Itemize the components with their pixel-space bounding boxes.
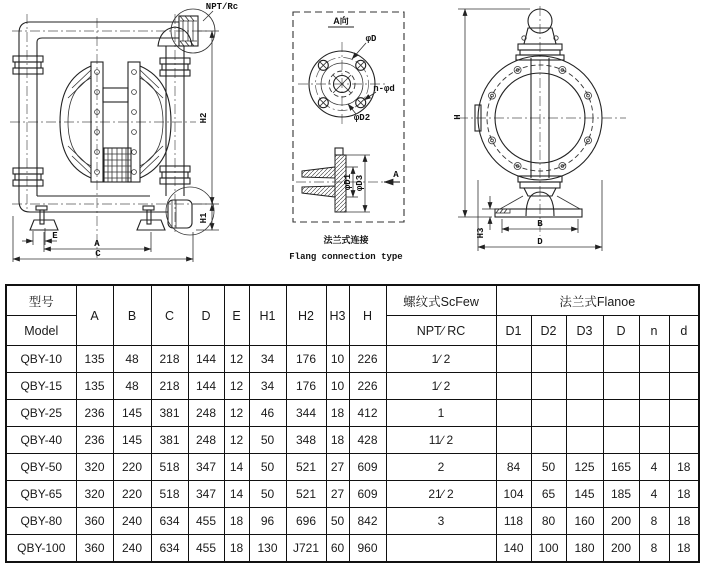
dim-b-label: B xyxy=(537,219,543,229)
value-cell: 80 xyxy=(531,508,566,535)
value-cell xyxy=(669,346,699,373)
value-cell: 634 xyxy=(151,508,188,535)
value-cell: 200 xyxy=(603,508,639,535)
value-cell xyxy=(603,373,639,400)
table-body xyxy=(6,346,699,563)
value-cell: 18 xyxy=(669,481,699,508)
value-cell: 12 xyxy=(224,346,249,373)
value-cell: 381 xyxy=(151,427,188,454)
dimension-table xyxy=(5,284,700,563)
dim-d-label: D xyxy=(537,237,543,247)
value-cell: 2 xyxy=(386,454,496,481)
header-col-dsmall: d xyxy=(669,316,699,346)
dim-h1-label: H1 xyxy=(199,212,209,224)
table-row xyxy=(6,535,699,563)
value-cell: 14 xyxy=(224,454,249,481)
value-cell: 135 xyxy=(76,346,113,373)
value-cell: 18 xyxy=(669,535,699,563)
header-col-d: D xyxy=(188,285,224,346)
value-cell: 12 xyxy=(224,400,249,427)
value-cell: 135 xyxy=(76,373,113,400)
value-cell: 14 xyxy=(224,481,249,508)
value-cell: 248 xyxy=(188,427,224,454)
value-cell: J721 xyxy=(286,535,326,563)
value-cell: 347 xyxy=(188,454,224,481)
value-cell xyxy=(603,427,639,454)
value-cell: 1∕ 2 xyxy=(386,373,496,400)
value-cell xyxy=(566,346,603,373)
value-cell: 160 xyxy=(566,508,603,535)
pump-side-view-drawing xyxy=(430,0,705,283)
value-cell: 65 xyxy=(531,481,566,508)
value-cell xyxy=(639,400,669,427)
value-cell: 180 xyxy=(566,535,603,563)
model-cell: QBY-40 xyxy=(6,427,76,454)
value-cell: 412 xyxy=(349,400,386,427)
value-cell: 218 xyxy=(151,373,188,400)
value-cell: 144 xyxy=(188,346,224,373)
value-cell: 27 xyxy=(326,481,349,508)
value-cell: 8 xyxy=(639,535,669,563)
value-cell xyxy=(603,346,639,373)
value-cell: 8 xyxy=(639,508,669,535)
value-cell: 18 xyxy=(326,400,349,427)
value-cell: 10 xyxy=(326,373,349,400)
value-cell: 10 xyxy=(326,346,349,373)
value-cell xyxy=(386,535,496,563)
header-col-h2: H2 xyxy=(286,285,326,346)
dim-h2-label: H2 xyxy=(199,112,209,124)
header-col-b: B xyxy=(113,285,151,346)
value-cell xyxy=(496,346,531,373)
model-cell: QBY-100 xyxy=(6,535,76,563)
value-cell: 609 xyxy=(349,454,386,481)
value-cell: 3 xyxy=(386,508,496,535)
value-cell: 50 xyxy=(326,508,349,535)
npt-rc-label: NPT/Rc xyxy=(205,2,239,12)
header-flange-group: 法兰式Flanoe xyxy=(496,285,699,316)
dim-phi-d-label: φD xyxy=(365,34,377,44)
value-cell: 348 xyxy=(286,427,326,454)
value-cell: 236 xyxy=(76,427,113,454)
value-cell xyxy=(531,373,566,400)
header-col-e: E xyxy=(224,285,249,346)
table-row xyxy=(6,373,699,400)
value-cell: 118 xyxy=(496,508,531,535)
value-cell: 960 xyxy=(349,535,386,563)
value-cell: 1∕ 2 xyxy=(386,346,496,373)
value-cell: 696 xyxy=(286,508,326,535)
header-col-n: n xyxy=(639,316,669,346)
header-col-h1: H1 xyxy=(249,285,286,346)
header-model-en: Model xyxy=(6,316,76,346)
value-cell: 100 xyxy=(531,535,566,563)
table-row xyxy=(6,508,699,535)
value-cell: 48 xyxy=(113,373,151,400)
value-cell: 144 xyxy=(188,373,224,400)
dim-a-label: A xyxy=(94,239,100,249)
value-cell: 18 xyxy=(224,508,249,535)
model-cell: QBY-65 xyxy=(6,481,76,508)
dim-c-label: C xyxy=(95,249,101,259)
value-cell: 360 xyxy=(76,508,113,535)
value-cell: 27 xyxy=(326,454,349,481)
value-cell: 96 xyxy=(249,508,286,535)
value-cell xyxy=(566,373,603,400)
value-cell xyxy=(531,427,566,454)
header-col-a: A xyxy=(76,285,113,346)
value-cell: 240 xyxy=(113,535,151,563)
dim-e-label: E xyxy=(52,231,58,241)
header-col-d1: D1 xyxy=(496,316,531,346)
value-cell: 140 xyxy=(496,535,531,563)
value-cell: 11∕ 2 xyxy=(386,427,496,454)
value-cell: 240 xyxy=(113,508,151,535)
value-cell: 226 xyxy=(349,373,386,400)
value-cell: 220 xyxy=(113,481,151,508)
flange-connection-drawing xyxy=(240,0,435,283)
pump-front-view-drawing xyxy=(0,0,240,283)
table-header xyxy=(6,285,699,346)
header-col-c: C xyxy=(151,285,188,346)
caption-en: Flang connection type xyxy=(289,252,403,262)
value-cell: 50 xyxy=(249,454,286,481)
value-cell: 360 xyxy=(76,535,113,563)
value-cell: 381 xyxy=(151,400,188,427)
value-cell: 145 xyxy=(566,481,603,508)
model-cell: QBY-50 xyxy=(6,454,76,481)
value-cell: 518 xyxy=(151,454,188,481)
dim-n-phi-d-label: n-φd xyxy=(373,84,395,94)
value-cell: 18 xyxy=(669,508,699,535)
model-cell: QBY-80 xyxy=(6,508,76,535)
value-cell: 428 xyxy=(349,427,386,454)
a-view-title: A向 xyxy=(333,16,349,26)
value-cell xyxy=(496,400,531,427)
table-row xyxy=(6,427,699,454)
value-cell xyxy=(531,346,566,373)
value-cell xyxy=(566,400,603,427)
header-col-dd: D xyxy=(603,316,639,346)
value-cell xyxy=(639,427,669,454)
table-row xyxy=(6,454,699,481)
value-cell: 226 xyxy=(349,346,386,373)
value-cell: 21∕ 2 xyxy=(386,481,496,508)
header-model-cn: 型号 xyxy=(6,285,76,316)
value-cell: 145 xyxy=(113,427,151,454)
value-cell xyxy=(603,400,639,427)
value-cell: 12 xyxy=(224,373,249,400)
header-col-d3: D3 xyxy=(566,316,603,346)
value-cell: 634 xyxy=(151,535,188,563)
value-cell: 842 xyxy=(349,508,386,535)
value-cell: 521 xyxy=(286,481,326,508)
value-cell xyxy=(639,373,669,400)
header-col-d2: D2 xyxy=(531,316,566,346)
header-col-h3: H3 xyxy=(326,285,349,346)
dim-phi-d2-label: φD2 xyxy=(353,113,371,123)
caption-cn: 法兰式连接 xyxy=(323,235,369,245)
header-col-h: H xyxy=(349,285,386,346)
value-cell: 4 xyxy=(639,481,669,508)
dim-h3-label: H3 xyxy=(476,227,486,239)
value-cell: 344 xyxy=(286,400,326,427)
value-cell: 50 xyxy=(249,481,286,508)
value-cell: 176 xyxy=(286,373,326,400)
dim-phi-d3-label: φD3 xyxy=(355,174,365,192)
value-cell: 176 xyxy=(286,346,326,373)
value-cell: 518 xyxy=(151,481,188,508)
value-cell: 18 xyxy=(326,427,349,454)
value-cell: 455 xyxy=(188,535,224,563)
dim-phi-d1-label: φD1 xyxy=(343,173,353,191)
value-cell: 320 xyxy=(76,454,113,481)
model-cell: QBY-25 xyxy=(6,400,76,427)
value-cell: 4 xyxy=(639,454,669,481)
value-cell: 130 xyxy=(249,535,286,563)
value-cell xyxy=(496,427,531,454)
value-cell: 236 xyxy=(76,400,113,427)
value-cell xyxy=(496,373,531,400)
a-arrow-label: A xyxy=(393,170,399,180)
value-cell: 521 xyxy=(286,454,326,481)
value-cell: 320 xyxy=(76,481,113,508)
value-cell: 218 xyxy=(151,346,188,373)
value-cell: 60 xyxy=(326,535,349,563)
value-cell: 185 xyxy=(603,481,639,508)
value-cell xyxy=(531,400,566,427)
value-cell: 48 xyxy=(113,346,151,373)
value-cell xyxy=(566,427,603,454)
value-cell xyxy=(669,373,699,400)
value-cell xyxy=(639,346,669,373)
value-cell: 455 xyxy=(188,508,224,535)
value-cell: 165 xyxy=(603,454,639,481)
value-cell: 200 xyxy=(603,535,639,563)
value-cell: 18 xyxy=(669,454,699,481)
table-row xyxy=(6,346,699,373)
table-row xyxy=(6,481,699,508)
value-cell: 50 xyxy=(249,427,286,454)
value-cell: 347 xyxy=(188,481,224,508)
value-cell: 34 xyxy=(249,346,286,373)
value-cell: 50 xyxy=(531,454,566,481)
value-cell xyxy=(669,427,699,454)
value-cell xyxy=(669,400,699,427)
value-cell: 104 xyxy=(496,481,531,508)
model-cell: QBY-10 xyxy=(6,346,76,373)
value-cell: 12 xyxy=(224,427,249,454)
header-thread-sub: NPT∕ RC xyxy=(386,316,496,346)
table-row xyxy=(6,400,699,427)
value-cell: 46 xyxy=(249,400,286,427)
header-thread-group: 螺纹式ScFew xyxy=(386,285,496,316)
value-cell: 220 xyxy=(113,454,151,481)
value-cell: 248 xyxy=(188,400,224,427)
value-cell: 1 xyxy=(386,400,496,427)
value-cell: 145 xyxy=(113,400,151,427)
value-cell: 609 xyxy=(349,481,386,508)
value-cell: 18 xyxy=(224,535,249,563)
value-cell: 84 xyxy=(496,454,531,481)
value-cell: 125 xyxy=(566,454,603,481)
dim-h-label: H xyxy=(453,114,463,120)
value-cell: 34 xyxy=(249,373,286,400)
model-cell: QBY-15 xyxy=(6,373,76,400)
